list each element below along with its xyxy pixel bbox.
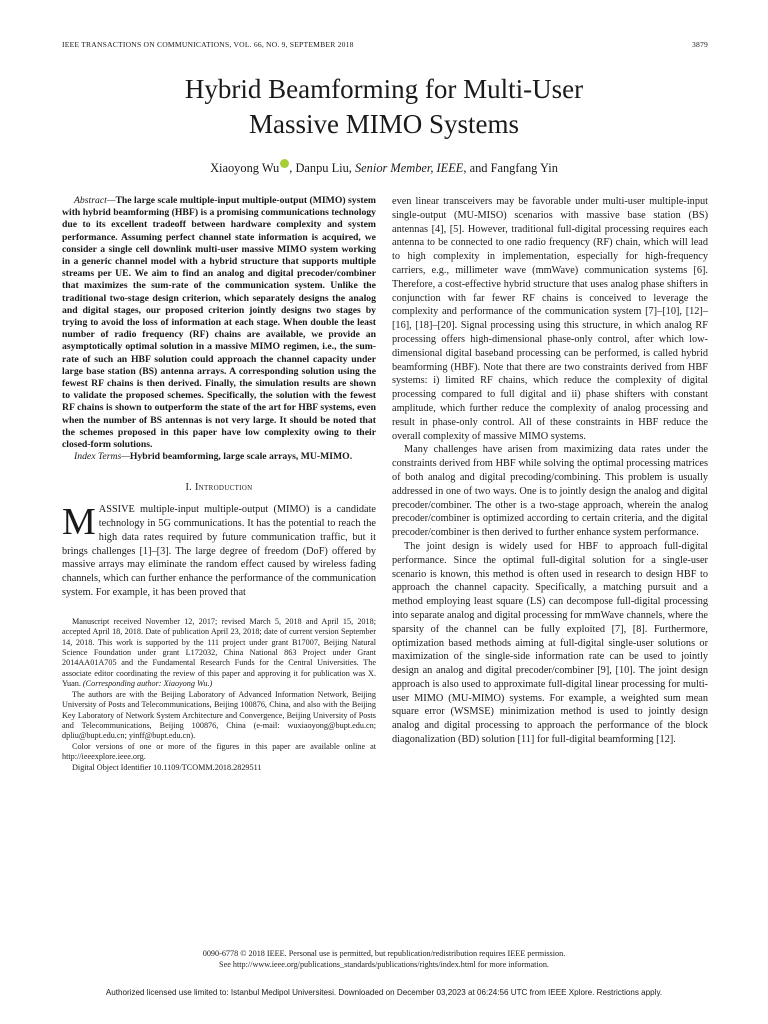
authorized-use-banner: Authorized licensed use limited to: Istanbul Medipol Universitesi. Downloaded on December 03,2023 at 06:24:56 UTC from IEEE Xplore. Restrictions apply.: [105, 988, 663, 997]
title-line-1: Hybrid Beamforming for Multi-User: [184, 74, 584, 104]
copyright-notice: 0090-6778 © 2018 IEEE. Personal use is permitted, but republication/redistribution requires IEEE permission. See http://www.ieee.org/publications_standards/publications/rights/index.html for more information.: [202, 949, 566, 969]
intro-paragraph: MASSIVE multiple-input multiple-output (MIMO) is a candidate technology in 5G communications. It has the potential to reach the high data rates required by future communication traffic, but it brings challenges [1]–[3]. The large degree of freedom (DoF) offered by massive arrays may eliminate the random effect caused by wireless fading channels, which can further enhance the performance of the communication system. For example, it has been proved that: [62, 501, 376, 599]
footnote-doi: Digital Object Identifier 10.1109/TCOMM.2018.2829511: [72, 762, 262, 772]
footnote-manuscript: Manuscript received November 12, 2017; revised March 5, 2018 and April 15, 2018; accepted April 18, 2018. Date of publication April 23, 2018; date of current version September 14, 2018. This work is supported by the 111 project under grant B17007, Beijing Natural Science Foundation under grant L172032, China National 863 Project under Grant 2014AA01A705 and the Fundamental Research Funds for the Central Universities. The associate editor coordinating the review of this paper and approving it for publication was X. Yuan. (Corresponding author: Xiaoyong Wu.): [62, 616, 376, 689]
index-terms: [62, 451, 376, 463]
body-paragraph-1: even linear transceivers may be favorable under multi-user multiple-input single-output (MU-MISO) scenarios with massive base station (BS) antennas [4], [5]. However, traditional full-digital processing requires each antenna to be connected to one radio frequency (RF) chain, which will lead to high complexity in implementation, especially for high-frequency carriers, e.g., millimeter wave (mmWave) communication systems [6]. Therefore, a cost-effective hybrid structure that uses analog phase shifters in conjunction with far fewer RF chains is conceived to leverage the complexity and performance of the communication system [7]–[10], [12]–[16], [18]–[20]. Signal processing using this structure, in which analog RF processing offers high-dimensional phase-only control, after which low-dimensional digital baseband processing can be performed, is called hybrid beamforming (HBF). Note that there are two constraints derived from HBF systems: i) limited RF chains, which reduce the complexity of digital processing compared to full digital and ii) phase shifters with constant amplitude, which further reduce the complexity of analog processing and result in phase-only control. All of these constraints in HBF reduce the overall complexity of massive MIMO systems.: [392, 196, 708, 442]
footnote-color: Color versions of one or more of the figures in this paper are available online at http://ieeexplore.ieee.org.: [62, 741, 376, 762]
section-heading: I. Introduction: [185, 482, 253, 494]
abstract: [62, 195, 376, 451]
abstract-text: The large scale multiple-input multiple-output (MIMO) system with hybrid beamforming (HBF) is a promising communications technology due to its excellent tradeoff between hardware complexity and system performance. Assuming perfect channel state information is acquired, we consider a single cell downlink multi-user massive MIMO system working in a generic channel model with a hybrid structure that supports multiple streams per UE. We aim to find an analog and digital precoder/combiner that maximizes the sum-rate of the communication system. Unlike the traditional two-stage design criterion, which separately designs the analog and digital stages, our proposed criterion jointly designs two stages by trying to avoid the loss of information at each stage. When double the least number of radio frequency (RF) chains are available, we provide an asymptotically optimal solution in a massive MIMO regimen, i.e., the sum-rate of such an HBF solution could approach the channel capacity under large base station (BS) antenna arrays. A corresponding solution using the fewest RF chains is then derived. Finally, the simulation results are shown to validate the proposed schemes. Specifically, the solution with the fewest RF chains is shown to outperform the state of the art for HBF systems, even when the number of BS antennas is not very large. It should be noted that the schemes proposed in this paper have low complexity owing to their closed-form solutions.: [62, 195, 376, 451]
title-line-2: Massive MIMO Systems: [248, 109, 519, 139]
author-2-role: Senior Member, IEEE: [354, 161, 464, 175]
right-column: [392, 195, 708, 747]
body-paragraph-2: Many challenges have arisen from maximizing data rates under the constraints derived from HBF while solving the optimal processing matrices of both analog and digital precoding/combining. This problem is usually addressed in one of two ways. One is to jointly design the analog and digital precoder/combiner. The other is a two-stage approach, wherein the analog precoder/combiner is optimized according to certain criteria, and the digital precoder/combiner is then derived to further enhance system performance.: [392, 444, 708, 539]
journal-name: IEEE TRANSACTIONS ON COMMUNICATIONS, VOL. 66, NO. 9, SEPTEMBER 2018: [62, 40, 354, 49]
footnote-affiliation: The authors are with the Beijing Laboratory of Advanced Information Network, Beijing University of Posts and Telecommunications, Beijing 100876, China, and also with the Beijing Key Laboratory of Network System Architecture and Convergence, Beijing University of Posts and Telecommunications, Beijing 100876, China (e-mail: wuxiaoyong@bupt.edu.cn; dpliu@bupt.edu.cn; yinff@bupt.edu.cn).: [62, 689, 376, 741]
abstract-label: Abstract—: [74, 195, 116, 206]
author-3: Fangfang Yin: [490, 161, 558, 175]
author-2: Danpu Liu,: [295, 161, 355, 175]
index-terms-label: Index Terms—: [74, 451, 130, 463]
body-paragraph-3: The joint design is widely used for HBF to approach full-digital performance. Since the optimal full-digital solution for a single-user scenario is known, this method is often used in research to design HBF to approach the channel capacity. Specifically, a matching pursuit and a method employing least square (LS) can decompose full-digital processing into separate analog and digital processing for mmWave channels, where the sparsity of the channel can be fully exploited [7], [8]. Furthermore, optimization based methods aiming at full-digital single-user solutions or maximization of the single-side information rate can be used to jointly design an analog and digital precoder/combiner [9], [10]. The joint design approach is also used to approximate full-digital linear processing for multi-user MIMO (MU-MIMO) systems. For example, a weighted sum mean square error (WSMSE) minimization method is used to jointly design analog and digital processing to approach the performance of the block diagonalization (BD) solution [11] for full-digital beamforming [12].: [392, 540, 708, 746]
paper-title: [0, 72, 768, 142]
orcid-icon[interactable]: [280, 159, 289, 168]
index-terms-text: Hybrid beamforming, large scale arrays, MU-MIMO.: [129, 451, 353, 463]
left-column: [62, 195, 376, 773]
drop-cap: M: [62, 501, 96, 544]
author-1: Xiaoyong Wu: [210, 161, 280, 175]
page-number: 3879: [692, 40, 708, 49]
running-header: [62, 40, 708, 49]
author-list: Xiaoyong Wu , Danpu Liu, Senior Member, IEEE, and Fangfang Yin: [210, 161, 558, 175]
footnotes: [62, 610, 376, 773]
